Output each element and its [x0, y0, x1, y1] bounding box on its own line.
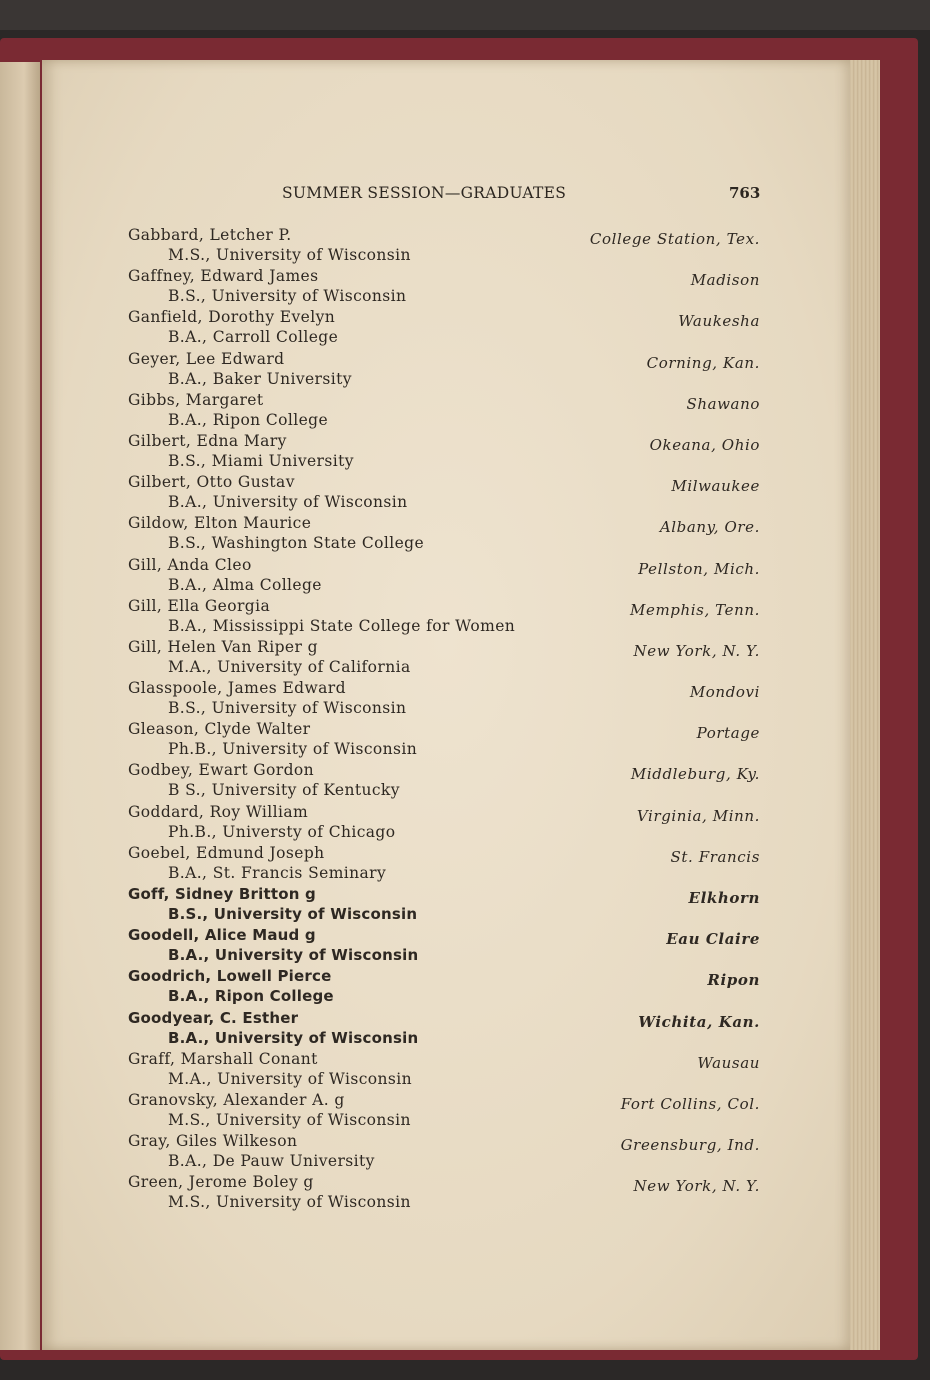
- list-item: [128, 514, 768, 555]
- list-item: [128, 308, 768, 349]
- graduate-name: Gaffney, Edward James: [128, 267, 319, 286]
- graduate-degree: B.A., University of Wisconsin: [168, 946, 419, 965]
- graduate-name: Gill, Anda Cleo: [128, 555, 252, 574]
- graduate-name: Goebel, Edmund Joseph: [128, 843, 325, 862]
- page-number: 763: [729, 184, 761, 202]
- graduate-degree: B.A., De Pauw University: [168, 1152, 375, 1171]
- list-item: [128, 679, 768, 720]
- list-item: [128, 844, 768, 885]
- page-block-edges: [850, 60, 880, 1350]
- graduate-name: Gilbert, Otto Gustav: [128, 473, 295, 492]
- graduate-degree: B.S., Washington State College: [168, 534, 425, 553]
- graduate-name: Gray, Giles Wilkeson: [128, 1132, 298, 1151]
- graduate-hometown: Virginia, Minn.: [636, 806, 760, 825]
- graduate-degree: B.A., Ripon College: [168, 987, 334, 1006]
- graduate-hometown: Wichita, Kan.: [638, 1012, 760, 1031]
- graduate-degree: B.A., Mississippi State College for Women: [168, 616, 516, 635]
- graduate-hometown: College Station, Tex.: [589, 230, 760, 248]
- list-item: [128, 597, 768, 638]
- heavy-print-section: [128, 885, 768, 1050]
- graduate-hometown: Okeana, Ohio: [649, 435, 760, 454]
- graduate-name: Ganfield, Dorothy Evelyn: [128, 308, 336, 327]
- graduate-name: Goodell, Alice Maud g: [128, 926, 316, 945]
- graduate-degree: B.S., Miami University: [168, 451, 354, 470]
- graduate-name: Goddard, Roy William: [128, 802, 309, 821]
- list-item: [128, 350, 768, 391]
- graduate-degree: B.A., University of Wisconsin: [168, 493, 408, 512]
- graduate-hometown: Pellston, Mich.: [638, 559, 760, 578]
- list-item: [128, 761, 768, 802]
- graduate-name: Gilbert, Edna Mary: [128, 431, 287, 450]
- graduate-degree: B.A., Baker University: [168, 369, 352, 388]
- list-item: [128, 473, 768, 514]
- graduate-hometown: Mondovi: [689, 683, 760, 702]
- graduate-hometown: Eau Claire: [666, 930, 760, 949]
- running-head: SUMMER SESSION—GRADUATES: [282, 184, 567, 202]
- graduate-degree: M.A., University of California: [168, 657, 411, 676]
- graduate-hometown: Greensburg, Ind.: [620, 1136, 760, 1155]
- graduate-name: Gibbs, Margaret: [128, 390, 264, 409]
- graduate-degree: B S., University of Kentucky: [168, 781, 400, 800]
- graduate-name: Gabbard, Letcher P.: [128, 226, 292, 244]
- graduate-name: Gildow, Elton Maurice: [128, 514, 312, 533]
- list-item: [128, 1009, 768, 1050]
- graduate-hometown: New York, N. Y.: [633, 641, 760, 660]
- graduate-name: Godbey, Ewart Gordon: [128, 761, 315, 780]
- graduate-hometown: Ripon: [707, 971, 760, 990]
- graduate-hometown: New York, N. Y.: [633, 1177, 760, 1196]
- graduate-degree: B.S., University of Wisconsin: [168, 699, 407, 718]
- graduate-degree: M.A., University of Wisconsin: [168, 1069, 412, 1088]
- graduate-hometown: Portage: [696, 724, 760, 743]
- graduate-name: Gleason, Clyde Walter: [128, 720, 311, 739]
- graduate-hometown: Middleburg, Ky.: [630, 765, 760, 784]
- graduate-hometown: Madison: [690, 271, 760, 290]
- graduate-name: Gill, Ella Georgia: [128, 596, 271, 615]
- graduate-degree: B.S., University of Wisconsin: [168, 287, 407, 306]
- graduate-hometown: Milwaukee: [671, 477, 760, 496]
- facing-page-edge: [0, 62, 40, 1350]
- graduate-name: Gill, Helen Van Riper g: [128, 637, 318, 656]
- graduate-name: Green, Jerome Boley g: [128, 1173, 314, 1192]
- graduate-list: [128, 226, 768, 1215]
- graduate-hometown: Fort Collins, Col.: [620, 1094, 760, 1113]
- graduate-name: Glasspoole, James Edward: [128, 679, 346, 698]
- graduate-degree: Ph.B., University of Wisconsin: [168, 740, 418, 759]
- graduate-name: Goodrich, Lowell Pierce: [128, 967, 332, 986]
- graduate-degree: B.A., Ripon College: [168, 410, 329, 429]
- list-item: [128, 1091, 768, 1132]
- list-item: [128, 391, 768, 432]
- graduate-hometown: St. Francis: [670, 847, 760, 866]
- list-item: [128, 638, 768, 679]
- graduate-degree: Ph.B., Universty of Chicago: [168, 822, 396, 841]
- list-item: [128, 226, 768, 267]
- graduate-name: Graff, Marshall Conant: [128, 1049, 318, 1068]
- graduate-hometown: Albany, Ore.: [659, 518, 760, 537]
- graduate-hometown: Shawano: [686, 394, 760, 413]
- list-item: [128, 432, 768, 473]
- graduate-hometown: Memphis, Tenn.: [630, 600, 760, 619]
- list-item: [128, 267, 768, 308]
- page-header: [0, 184, 930, 204]
- list-item: [128, 885, 768, 926]
- graduate-degree: M.S., University of Wisconsin: [168, 1110, 411, 1129]
- list-item: [128, 720, 768, 761]
- graduate-hometown: Wausau: [697, 1053, 760, 1072]
- graduate-name: Goodyear, C. Esther: [128, 1008, 299, 1027]
- list-item: [128, 926, 768, 967]
- graduate-hometown: Waukesha: [678, 312, 760, 331]
- graduate-name: Goff, Sidney Britton g: [128, 885, 316, 903]
- list-item: [128, 1050, 768, 1091]
- graduate-hometown: Elkhorn: [688, 889, 760, 907]
- graduate-name: Granovsky, Alexander A. g: [128, 1090, 345, 1109]
- graduate-degree: B.A., University of Wisconsin: [168, 1028, 419, 1047]
- graduate-degree: M.S., University of Wisconsin: [168, 246, 411, 264]
- graduate-degree: B.A., Alma College: [168, 575, 322, 594]
- list-item: [128, 1173, 768, 1214]
- graduate-degree: B.A., Carroll College: [168, 328, 339, 347]
- list-item: [128, 556, 768, 597]
- graduate-hometown: Corning, Kan.: [646, 353, 760, 372]
- graduate-degree: B.A., St. Francis Seminary: [168, 863, 387, 882]
- graduate-degree: M.S., University of Wisconsin: [168, 1193, 411, 1212]
- graduate-degree: B.S., University of Wisconsin: [168, 905, 418, 923]
- list-item: [128, 1132, 768, 1173]
- list-item: [128, 803, 768, 844]
- graduate-name: Geyer, Lee Edward: [128, 349, 285, 368]
- list-item: [128, 967, 768, 1008]
